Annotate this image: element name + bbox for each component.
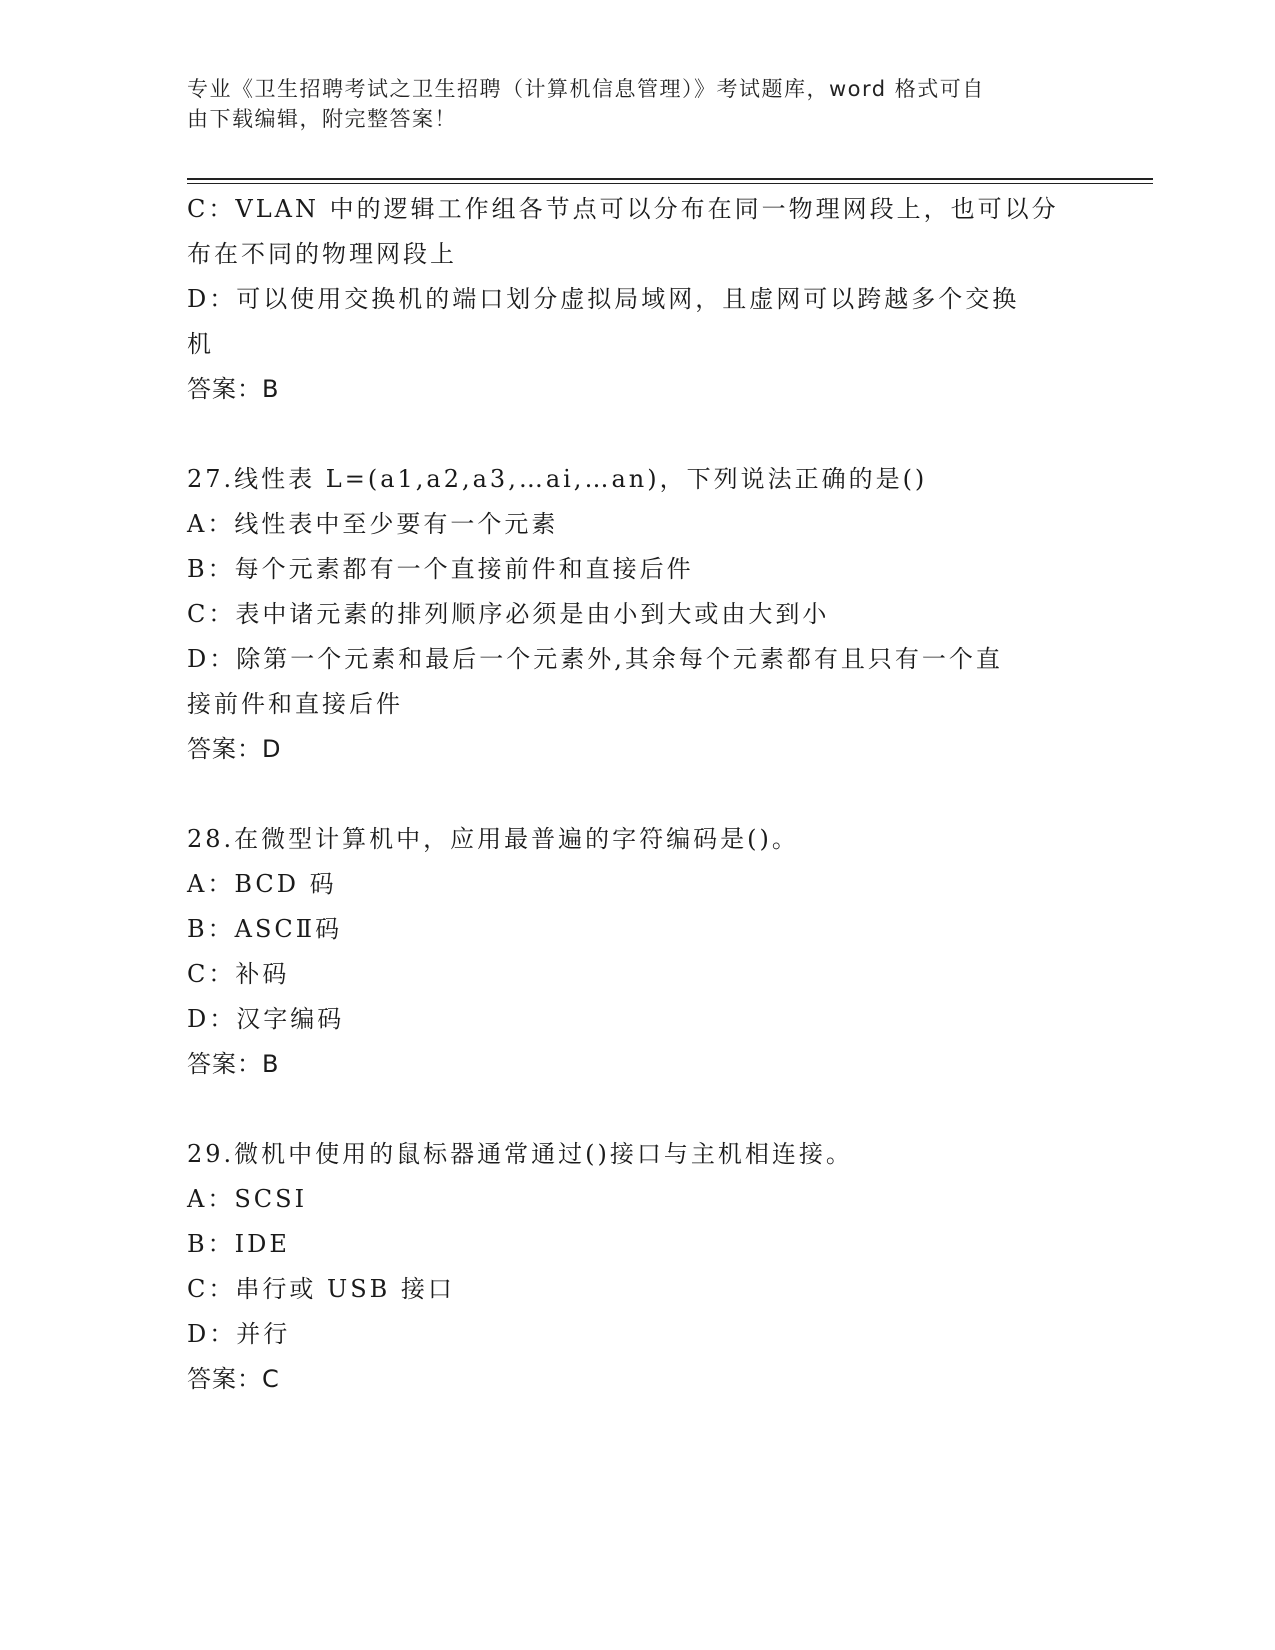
header-line-2: 由下载编辑，附完整答案！ bbox=[187, 107, 457, 131]
answer-line: 答案：C bbox=[187, 1365, 280, 1393]
option-c: C：补码 bbox=[187, 960, 290, 988]
option-d: D：汉字编码 bbox=[187, 1005, 345, 1033]
question-stem: 27.线性表 L=(a1,a2,a3,…ai,…an)，下列说法正确的是() bbox=[187, 465, 928, 493]
question-27 bbox=[187, 457, 1087, 772]
option-a: A：SCSI bbox=[187, 1185, 308, 1213]
spacer bbox=[187, 1087, 1087, 1132]
spacer bbox=[187, 772, 1087, 817]
question-content bbox=[187, 187, 1087, 1402]
header-divider-thick bbox=[187, 178, 1153, 180]
question-28 bbox=[187, 817, 1087, 1087]
option-c: C：串行或 USB 接口 bbox=[187, 1275, 455, 1303]
option-a: A：线性表中至少要有一个元素 bbox=[187, 510, 559, 538]
option-b: B：IDE bbox=[187, 1230, 290, 1258]
option-c-line-2: 布在不同的物理网段上 bbox=[187, 240, 457, 268]
question-stem: 29.微机中使用的鼠标器通常通过()接口与主机相连接。 bbox=[187, 1140, 853, 1168]
option-c: C：表中诸元素的排列顺序必须是由小到大或由大到小 bbox=[187, 600, 830, 628]
option-d: D：并行 bbox=[187, 1320, 291, 1348]
answer-line: 答案：D bbox=[187, 735, 282, 763]
question-stem: 28.在微型计算机中，应用最普遍的字符编码是()。 bbox=[187, 825, 799, 853]
option-d-line-2: 接前件和直接后件 bbox=[187, 690, 403, 718]
option-d-line-1: D：可以使用交换机的端口划分虚拟局域网，且虚网可以跨越多个交换 bbox=[187, 285, 1020, 313]
answer-line: 答案：B bbox=[187, 375, 280, 403]
document-header bbox=[187, 74, 1067, 134]
option-d-line-2: 机 bbox=[187, 330, 214, 358]
header-line-1: 专业《卫生招聘考试之卫生招聘（计算机信息管理）》考试题库，word 格式可自 bbox=[187, 77, 985, 101]
answer-line: 答案：B bbox=[187, 1050, 280, 1078]
question-29 bbox=[187, 1132, 1087, 1402]
spacer bbox=[187, 412, 1087, 457]
option-b: B：ASCⅡ码 bbox=[187, 915, 343, 943]
option-a: A：BCD 码 bbox=[187, 870, 337, 898]
option-d-line-1: D：除第一个元素和最后一个元素外,其余每个元素都有且只有一个直 bbox=[187, 645, 1003, 673]
option-b: B：每个元素都有一个直接前件和直接后件 bbox=[187, 555, 694, 583]
header-divider-thin bbox=[187, 183, 1153, 184]
option-c-line-1: C：VLAN 中的逻辑工作组各节点可以分布在同一物理网段上，也可以分 bbox=[187, 195, 1059, 223]
question-26-continuation bbox=[187, 187, 1087, 412]
